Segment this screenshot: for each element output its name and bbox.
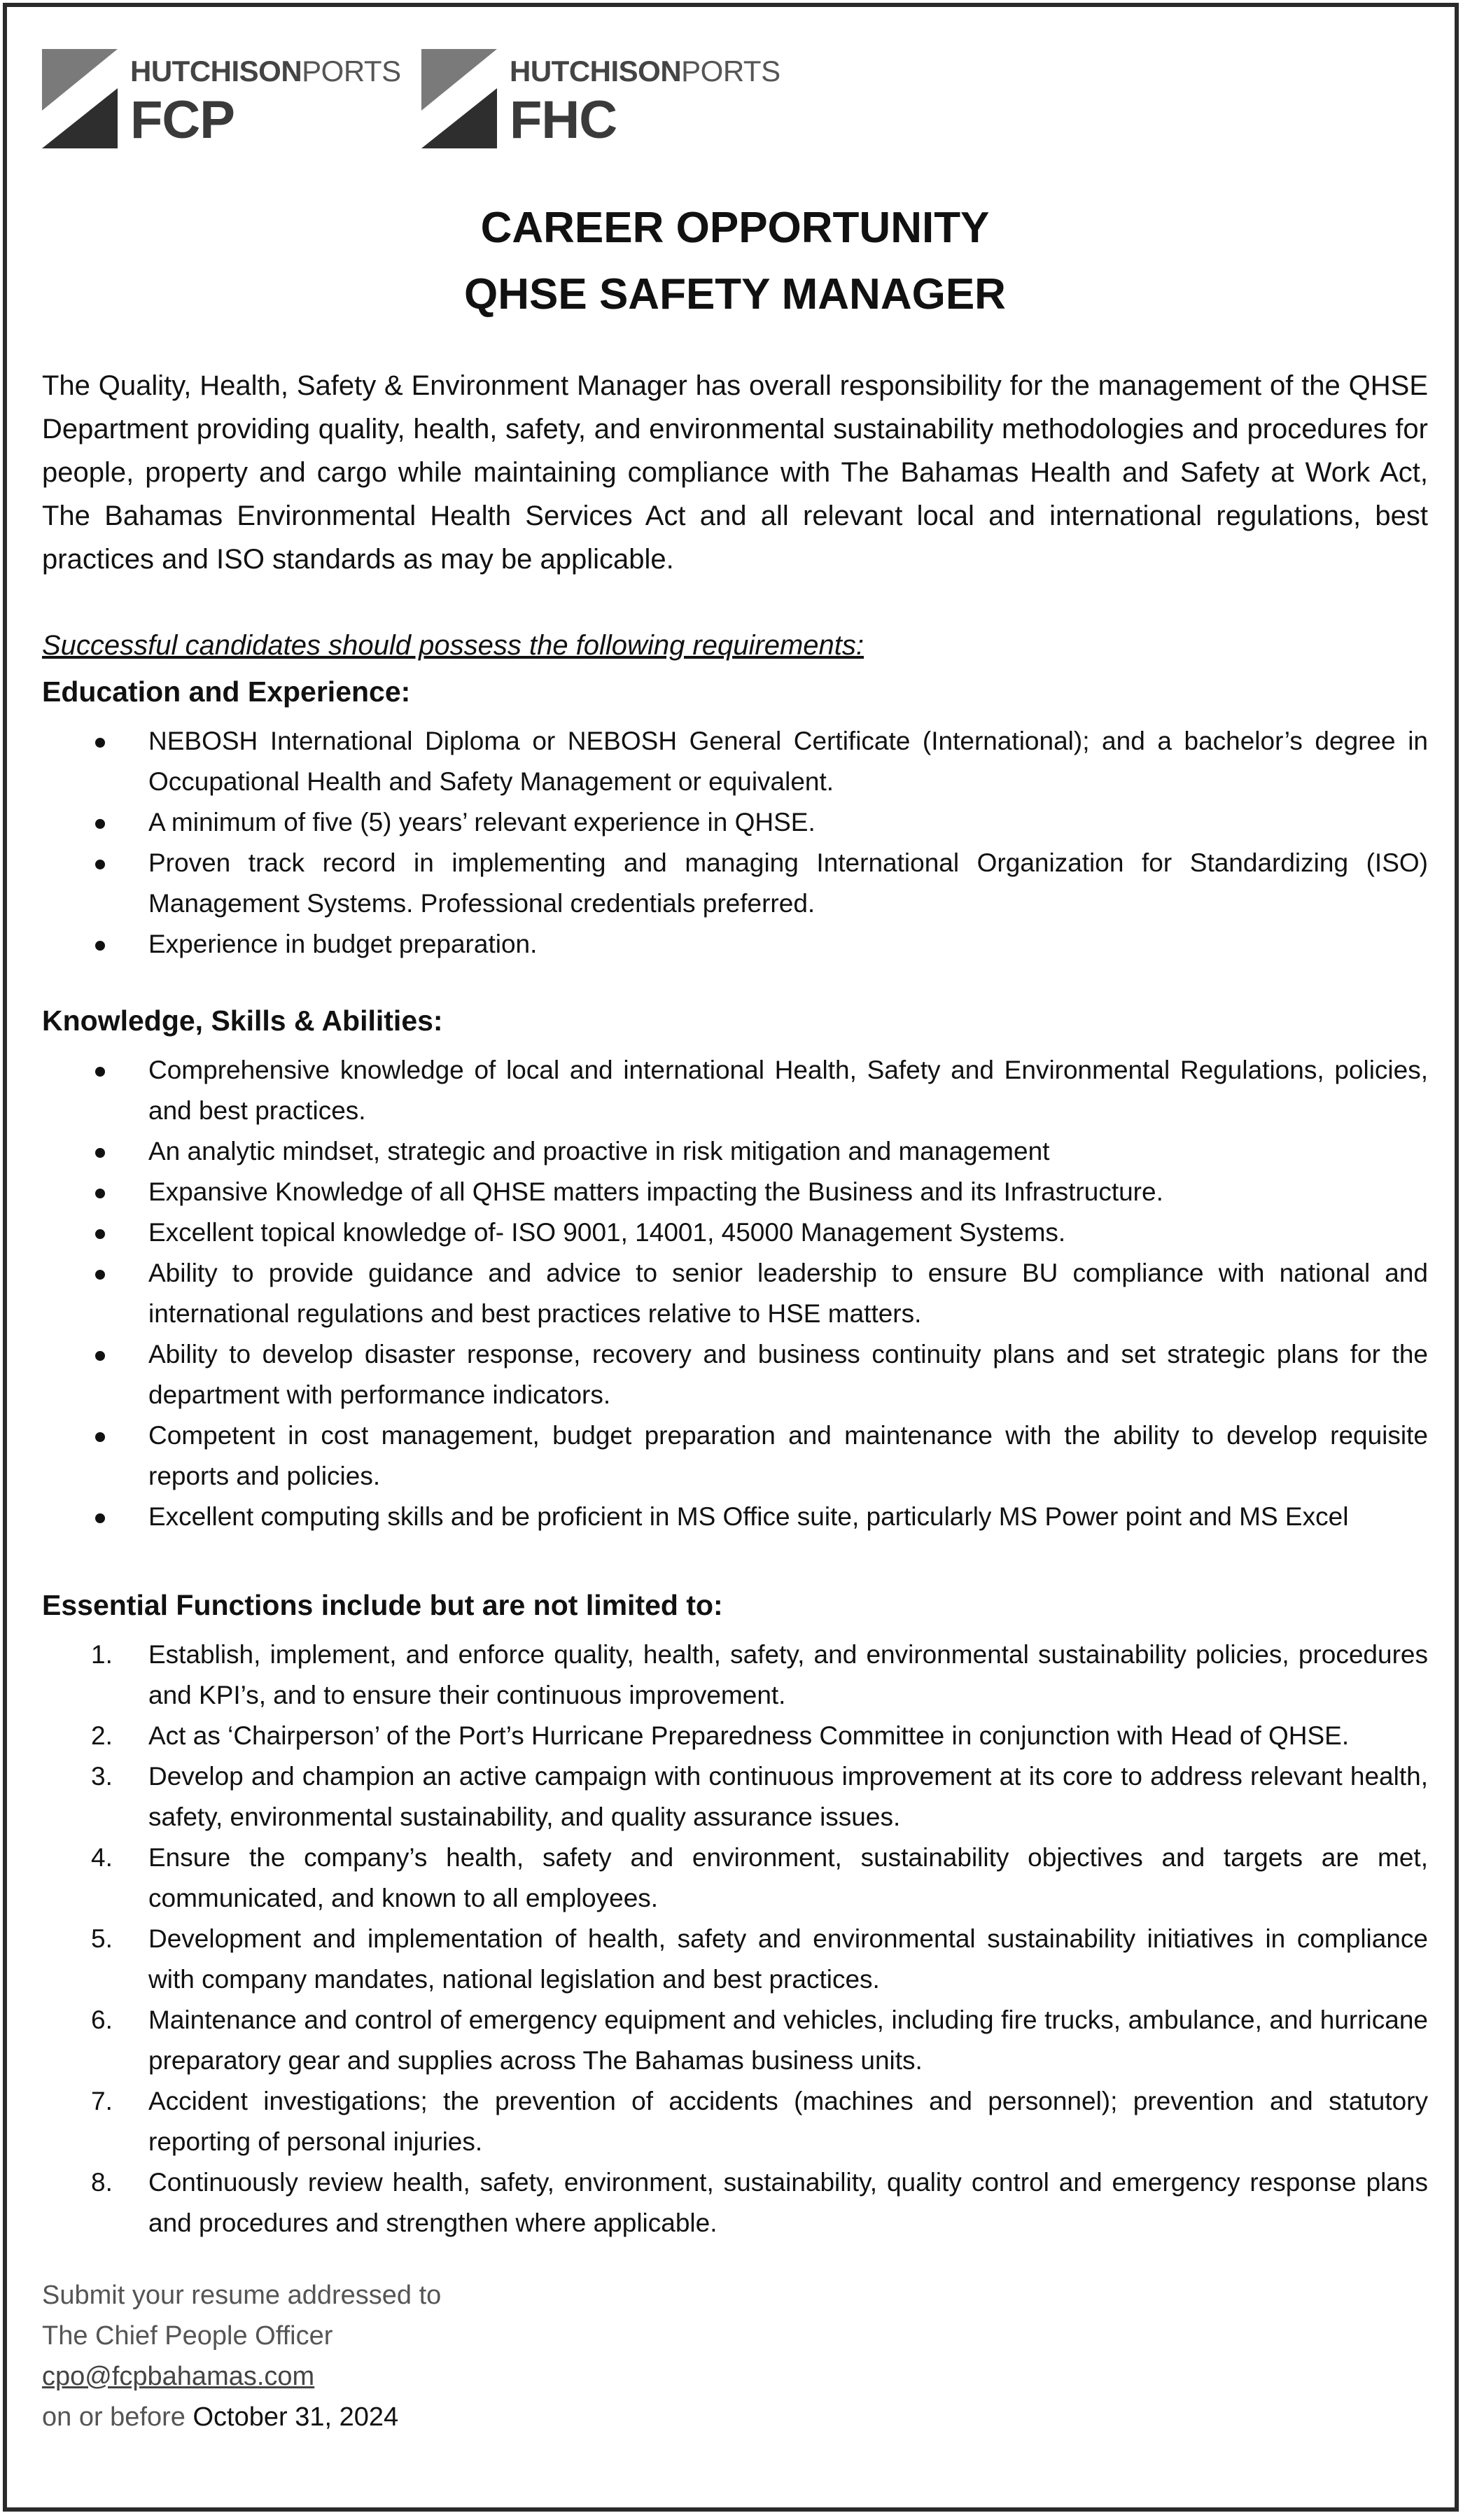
list-item: 6. Maintenance and control of emergency equipment and vehicles, including fire trucks, ambulance, and hurricane preparatory gear and supplies across The Bahamas business units. [42,2000,1428,2081]
list-item: Excellent topical knowledge of- ISO 9001, 14001, 45000 Management Systems. [42,1212,1428,1253]
bullet-icon [95,1432,105,1442]
list-item: Comprehensive knowledge of local and international Health, Safety and Environmental Regulations, policies, and best practices. [42,1050,1428,1131]
education-list [42,721,1428,965]
fcp-logo-brand: HUTCHISONPORTS [130,55,401,88]
list-number: 6. [91,2005,113,2034]
hutchison-ports-mark-icon [421,49,497,148]
requirements-heading: Successful candidates should possess the following requirements: [42,630,864,661]
submit-line: Submit your resume addressed to [42,2281,442,2310]
application-instructions [42,2275,441,2437]
list-item: Ability to develop disaster response, recovery and business continuity plans and set strategic plans for the department with performance indicators. [42,1334,1428,1415]
bullet-icon [95,941,105,951]
logo-row [42,49,785,154]
bullet-icon [95,1189,105,1198]
bullet-icon [95,819,105,829]
bullet-icon [95,1148,105,1158]
list-item: 8. Continuously review health, safety, environment, sustainability, quality control and emergency response plans and procedures and strengthen where applicable. [42,2162,1428,2244]
essential-functions-list [42,1634,1428,2244]
list-number: 2. [91,1721,113,1750]
job-title: QHSE SAFETY MANAGER [464,270,1006,318]
deadline-date: October 31, 2024 [192,2402,399,2432]
list-number: 1. [91,1640,113,1669]
list-item: 7. Accident investigations; the prevention of accidents (machines and personnel); prevention and statutory reporting of personal injuries. [42,2081,1428,2162]
list-item: Ability to provide guidance and advice to senior leadership to ensure BU compliance with national and international regulations and best practices relative to HSE matters. [42,1253,1428,1334]
list-number: 5. [91,1924,113,1953]
intro-paragraph: The Quality, Health, Safety & Environment Manager has overall responsibility for the management of the QHSE Department providing quality, health, safety, and environmental sustainability methodologies and procedures for people, property and cargo while maintaining compliance with The Bahamas Health and Safety at Work Act, The Bahamas Environmental Health Services Act and all relevant local and international regulations, best practices and ISO standards as may be applicable. [42,370,1428,575]
ksa-title: Knowledge, Skills & Abilities: [42,1004,443,1037]
list-item: NEBOSH International Diploma or NEBOSH General Certificate (International); and a bachelor’s degree in Occupational Health and Safety Management or equivalent. [42,721,1428,802]
list-item: Competent in cost management, budget preparation and maintenance with the ability to develop requisite reports and policies. [42,1415,1428,1497]
list-item: 1. Establish, implement, and enforce quality, health, safety, and environmental sustainability policies, procedures and KPI’s, and to ensure their continuous improvement. [42,1634,1428,1716]
fhc-logo-code: FHC [510,90,617,150]
fcp-logo-code: FCP [130,90,234,150]
page-title: CAREER OPPORTUNITY [480,204,990,252]
list-number: 8. [91,2168,113,2197]
list-item: Expansive Knowledge of all QHSE matters impacting the Business and its Infrastructure. [42,1172,1428,1212]
bullet-icon [95,1067,105,1077]
list-item: An analytic mindset, strategic and proactive in risk mitigation and management [42,1131,1428,1172]
hutchison-ports-mark-icon [42,49,118,148]
bullet-icon [95,738,105,748]
recipient-line: The Chief People Officer [42,2321,333,2351]
fhc-logo-brand: HUTCHISONPORTS [510,55,780,88]
list-item: Excellent computing skills and be proficient in MS Office suite, particularly MS Power point and MS Excel [42,1497,1428,1537]
bullet-icon [95,1229,105,1239]
list-item: 2. Act as ‘Chairperson’ of the Port’s Hurricane Preparedness Committee in conjunction with Head of QHSE. [42,1716,1428,1756]
list-item: Proven track record in implementing and managing International Organization for Standardizing (ISO) Management Systems. Professional credentials preferred. [42,843,1428,924]
deadline-line: on or before October 31, 2024 [42,2402,399,2432]
list-item: 4. Ensure the company’s health, safety and environment, sustainability objectives and targets are met, communicated, and known to all employees. [42,1837,1428,1919]
bullet-icon [95,1270,105,1280]
list-item: A minimum of five (5) years’ relevant experience in QHSE. [42,802,1428,843]
fcp-logo [42,49,406,154]
fhc-logo [421,49,785,154]
list-item: 3. Develop and champion an active campaign with continuous improvement at its core to address relevant health, safety, environmental sustainability, and quality assurance issues. [42,1756,1428,1837]
list-item: 5. Development and implementation of health, safety and environmental sustainability initiatives in compliance with company mandates, national legislation and best practices. [42,1919,1428,2000]
list-item: Experience in budget preparation. [42,924,1428,965]
list-number: 7. [91,2087,113,2115]
bullet-icon [95,860,105,869]
list-number: 4. [91,1843,113,1872]
essential-functions-title: Essential Functions include but are not limited to: [42,1589,723,1621]
bullet-icon [95,1513,105,1523]
bullet-icon [95,1351,105,1361]
email-link[interactable]: cpo@fcpbahamas.com [42,2362,315,2391]
education-title: Education and Experience: [42,676,411,708]
ksa-list [42,1050,1428,1537]
list-number: 3. [91,1762,113,1791]
